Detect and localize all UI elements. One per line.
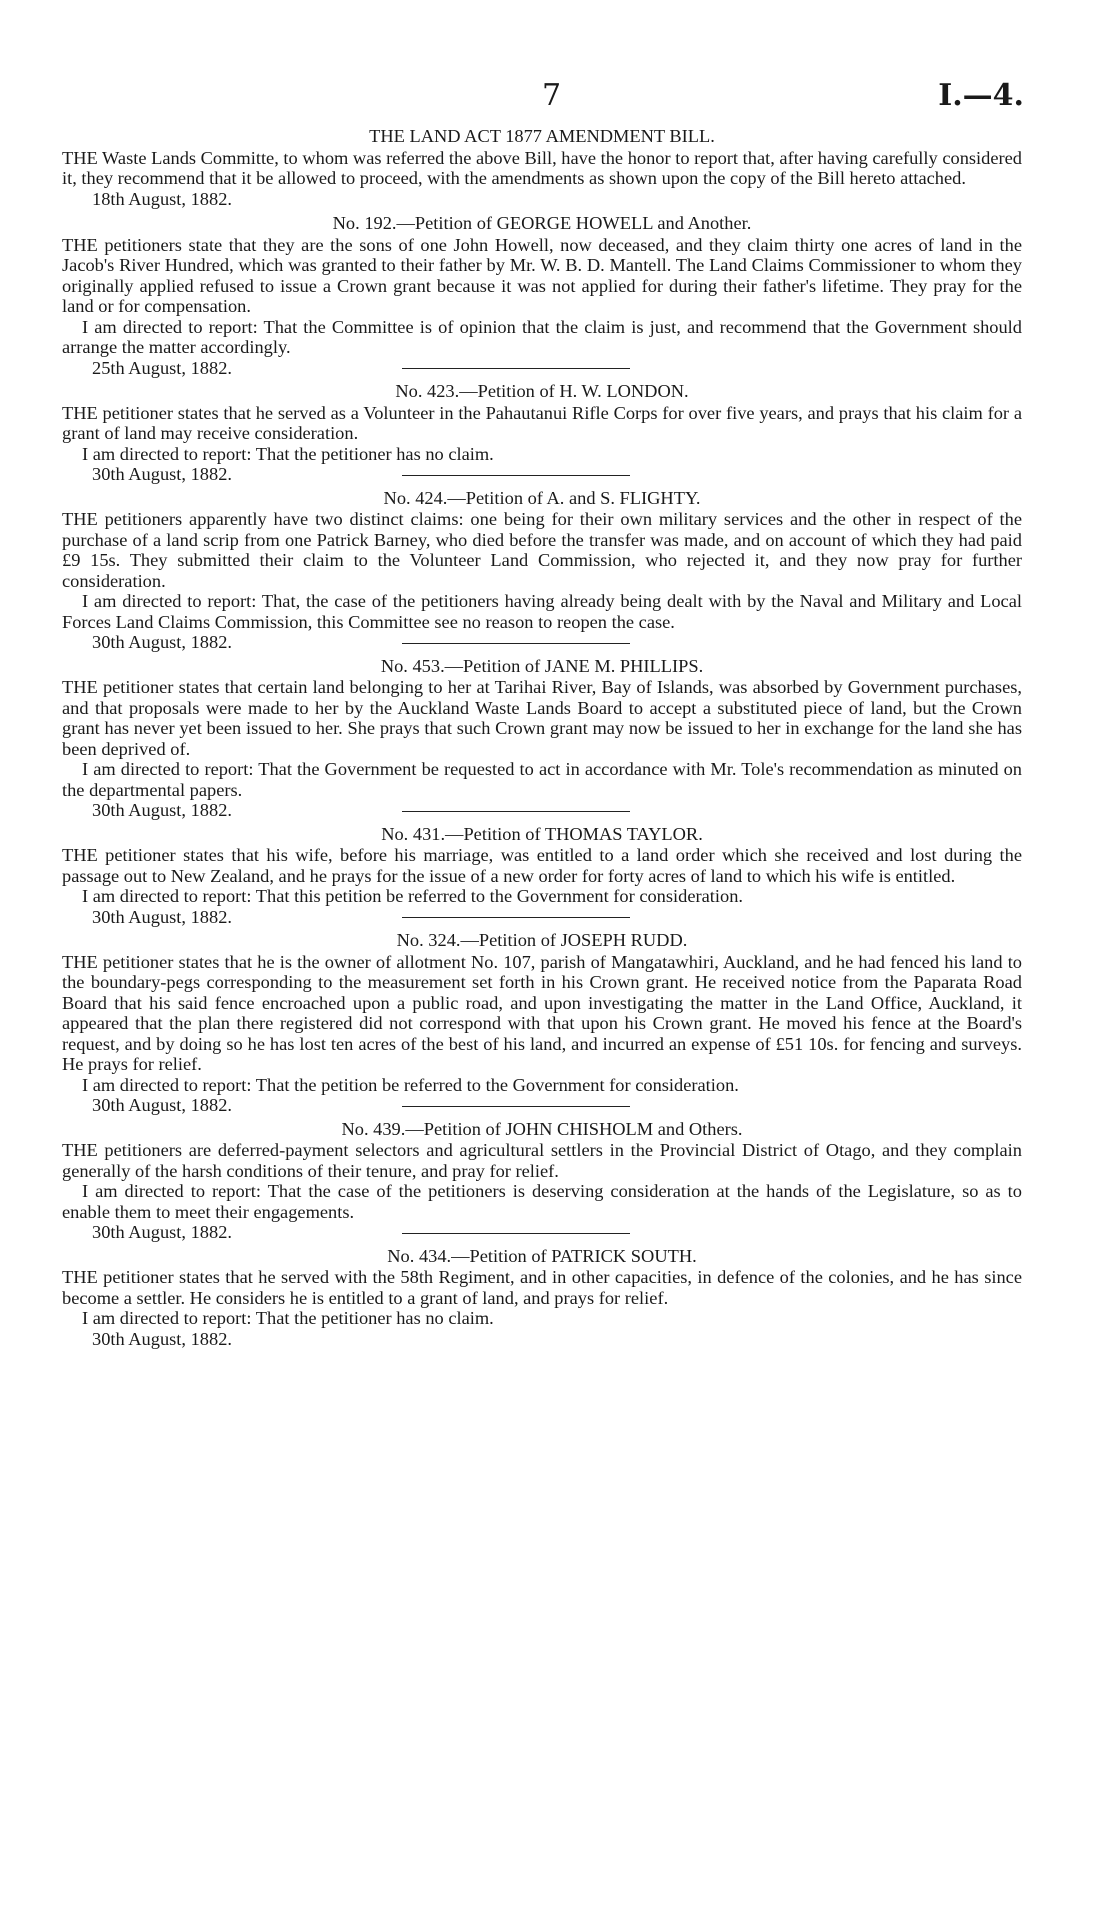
section-divider [402,475,630,476]
section-heading: THE LAND ACT 1877 AMENDMENT BILL. [369,126,715,146]
section-date: 30th August, 1882. [92,906,232,927]
section-petition-424 [62,488,1022,656]
section-land-act-bill [62,126,1022,209]
section-divider [402,1106,630,1107]
section-date: 30th August, 1882. [92,464,232,484]
section-petition-324 [62,930,1022,1119]
section-petition-423 [62,381,1022,488]
section-petition-192 [62,213,1022,381]
section-date: 30th August, 1882. [92,800,232,820]
section-report: I am directed to report: That the petitioner has no claim. [82,443,494,464]
section-heading: No. 453.—Petition of JANE M. PHILLIPS. [380,655,704,676]
section-report: I am directed to report: That the petition be referred to the Government for consideration. [82,1074,739,1095]
section-heading: No. 424.—Petition of A. and S. FLIGHTY. [383,487,701,508]
section-heading: No. 434.—Petition of PATRICK SOUTH. [387,1245,697,1266]
document-body [62,126,1022,1349]
section-date: 30th August, 1882. [92,1095,232,1115]
section-divider [402,1233,630,1234]
section-paragraph: THE Waste Lands Committe, to whom was referred the above Bill, have the honor to report that, after having carefully considered it, they recommend that it be allowed to proceed, with the amendments as shown upon the copy of the Bill hereto attached. [62,147,1022,188]
section-divider [402,643,630,644]
section-petition-434 [62,1246,1022,1350]
section-paragraph: THE petitioner states that he is the owner of allotment No. 107, parish of Mangatawhiri, Auckland, and he had fenced his land to the boundary-pegs corresponding to the measurement set forth in his Crown grant. He received notice from the Paparata Road Board that his said fence encroached upon a public road, and upon investigating the matter in the Land Office, Auckland, it appeared that the plan there registered did not correspond with that upon his Crown grant. He moved his fence at the Board's request, and by doing so he has lost ten acres of the best of his land, and incurred an expense of £51 10s. for fencing and surveys. He prays for relief. [62,951,1022,1074]
section-divider [402,811,630,812]
section-paragraph: THE petitioners are deferred-payment selectors and agricultural settlers in the Provincial District of Otago, and they complain generally of the harsh conditions of their tenure, and pray for relief. [62,1140,1022,1181]
section-heading: No. 439.—Petition of JOHN CHISHOLM and Others. [341,1118,743,1139]
section-heading: No. 192.—Petition of GEORGE HOWELL and Another. [332,213,752,233]
section-heading: No. 324.—Petition of JOSEPH RUDD. [396,930,688,950]
section-paragraph: THE petitioners apparently have two distinct claims: one being for their own military services and the other in respect of the purchase of a land scrip from one Patrick Barney, who died before the transfer was made, and on account of which they had paid £9 15s. They submitted their claim to the Volunteer Land Commission, who rejected it, and they now pray for further consideration. [62,509,1022,591]
section-petition-439 [62,1119,1022,1246]
section-report: I am directed to report: That the Committee is of opinion that the claim is just, and recommend that the Government should arrange the matter accordingly. [62,316,1022,357]
section-paragraph: THE petitioner states that certain land belonging to her at Tarihai River, Bay of Islands, was absorbed by Government purchases, and that proposals were made to her by the Auckland Waste Lands Board to accept a substituted piece of land, but the Crown grant has never yet been issued to her. She prays that such Crown grant may now be issued to her in exchange for the land she has been deprived of. [62,677,1022,759]
section-report: I am directed to report: That, the case of the petitioners having already being dealt with by the Naval and Military and Local Forces Land Claims Commission, this Committee see no reason to reopen the case. [62,591,1022,632]
section-heading: No. 423.—Petition of H. W. LONDON. [395,381,689,401]
document-reference: I.—4. [938,78,1024,113]
section-report: I am directed to report: That this petition be referred to the Government for consideration. [82,886,743,906]
page-number: 7 [542,78,562,113]
section-report: I am directed to report: That the Government be requested to act in accordance with Mr. Tole's recommendation as minuted on the departmental papers. [62,759,1022,800]
section-paragraph: THE petitioner states that he served as a Volunteer in the Pahautanui Rifle Corps for over five years, and prays that his claim for a grant of land may receive consideration. [62,402,1022,443]
section-date: 30th August, 1882. [92,632,232,652]
section-date: 18th August, 1882. [92,188,232,209]
section-petition-453 [62,656,1022,824]
section-paragraph: THE petitioners state that they are the sons of one John Howell, now deceased, and they claim thirty one acres of land in the Jacob's River Hundred, which was granted to their father by Mr. W. B. D. Mantell. The Land Claims Commissioner to whom they originally applied refused to issue a Crown grant because it was not applied for during their father's lifetime. They pray for the land or for compensation. [62,234,1022,316]
section-heading: No. 431.—Petition of THOMAS TAYLOR. [381,823,703,844]
section-report: I am directed to report: That the case of the petitioners is deserving consideration at the hands of the Legislature, so as to enable them to meet their engagements. [62,1181,1022,1222]
section-divider [402,917,630,918]
section-date: 30th August, 1882. [92,1222,232,1242]
section-divider [402,368,630,369]
section-paragraph: THE petitioner states that he served with the 58th Regiment, and in other capacities, in defence of the colonies, and he has since become a settler. He considers he is entitled to a grant of land, and prays for relief. [62,1267,1022,1308]
section-petition-431 [62,824,1022,931]
section-report: I am directed to report: That the petitioner has no claim. [82,1308,494,1328]
section-date: 25th August, 1882. [92,357,232,378]
section-paragraph: THE petitioner states that his wife, before his marriage, was entitled to a land order which she received and lost during the passage out to New Zealand, and he prays for the issue of a new order for forty acres of land to which his wife is entitled. [62,845,1022,886]
section-date: 30th August, 1882. [92,1328,232,1349]
